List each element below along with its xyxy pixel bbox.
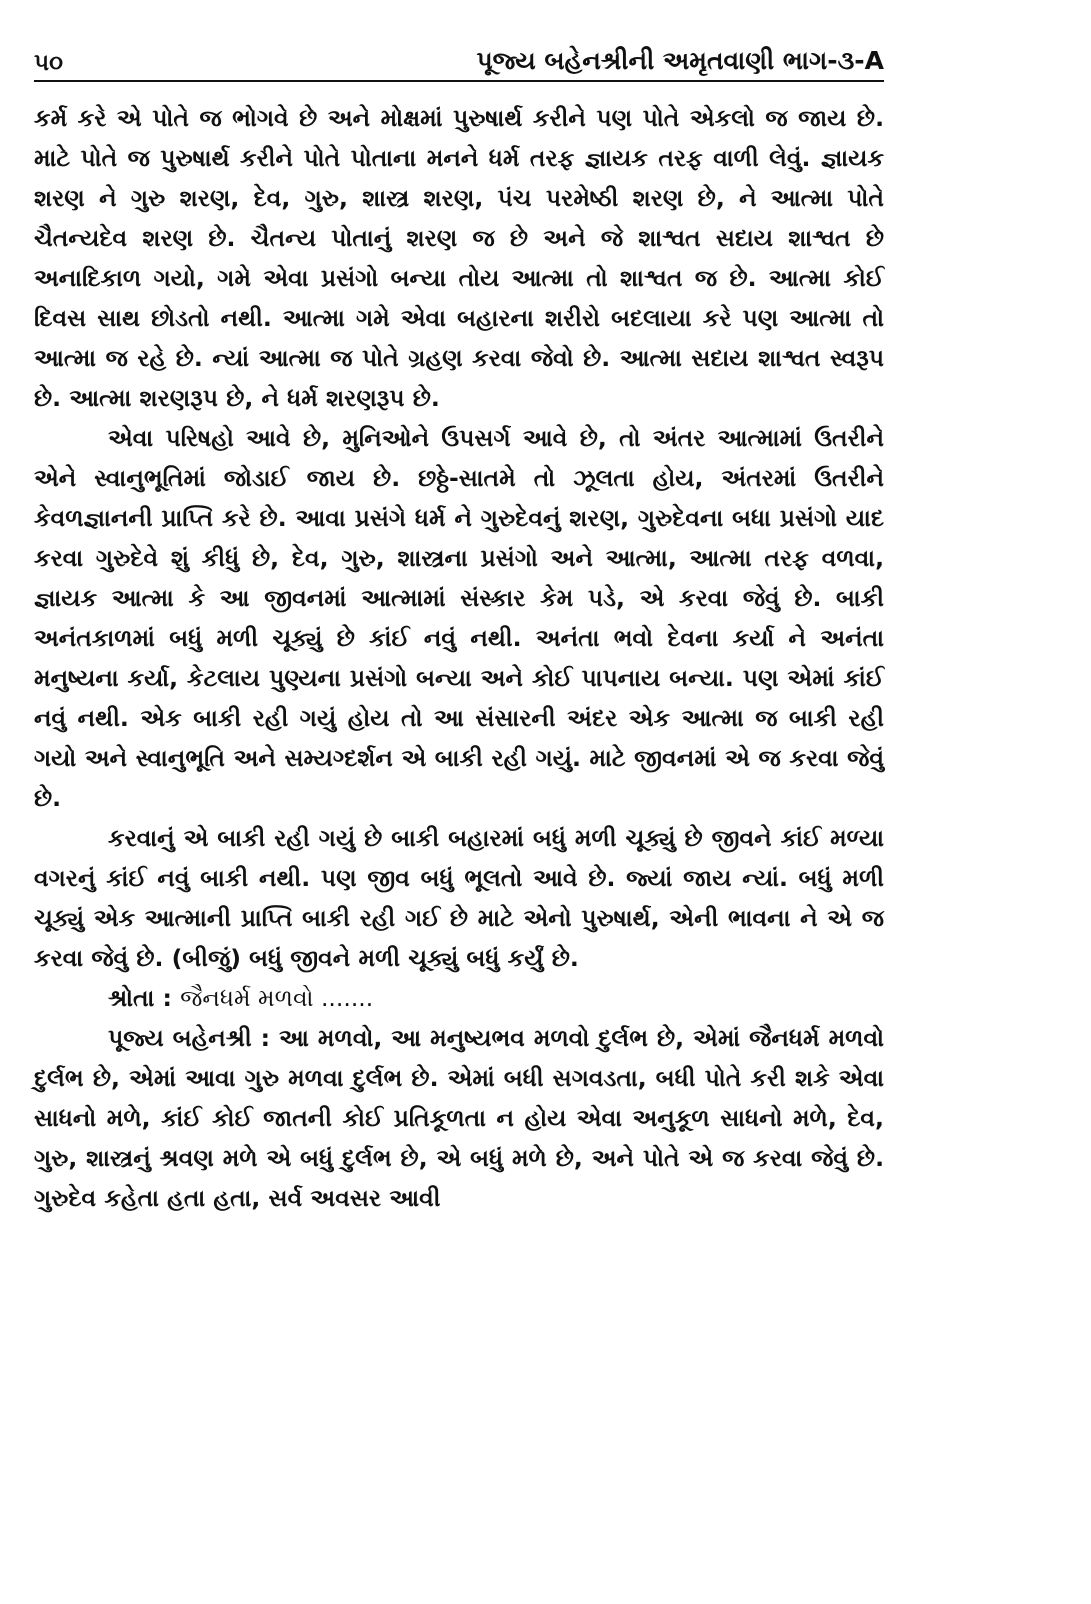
paragraph-3: કરવાનું એ બાકી રહી ગયું છે બાકી બહારમાં બધું મળી ચૂક્યું છે જીવને કાંઈ મળ્યા વગરનું કાંઈ નવું બાકી નથી. પણ જીવ બધું ભૂલતો આવે છે. જ્યાં જાય ન્યાં. બધું મળી ચૂક્યું એક આત્માની પ્રાપ્તિ બાકી રહી ગઈ છે માટે એનો પુરુષાર્થ, એની ભાવના ને એ જ કરવા જેવું છે. (બીજું) બધું જીવને મળી ચૂક્યું બધું કર્યું છે. [34,824,884,972]
answer-speaker: પૂજ્ય બહેનશ્રી : [108,1024,271,1052]
question-paragraph [34,978,884,1018]
answer-paragraph [34,1018,884,1218]
body-text [34,98,884,1218]
page-number: ૫૦ [34,50,63,76]
running-title: પૂજ્ય બહેનશ્રીની અમૃતવાણી ભાગ-૩-A [476,46,884,75]
question-text: જૈનધર્મ મળવો ....... [180,984,374,1012]
question-speaker: શ્રોતા : [108,984,172,1012]
page-header [34,40,884,82]
document-page [34,40,884,1218]
paragraph-2: એવા પરિષહો આવે છે, મુનિઓને ઉપસર્ગ આવે છે, તો અંતર આત્મામાં ઉતરીને એને સ્વાનુભૂતિમાં જોડાઈ જાય છે. છઠ્ઠે-સાતમે તો ઝૂલતા હોય, અંતરમાં ઉતરીને કેવળજ્ઞાનની પ્રાપ્તિ કરે છે. આવા પ્રસંગે ધર્મ ને ગુરુદેવનું શરણ, ગુરુદેવના બધા પ્રસંગો યાદ કરવા ગુરુદેવે શું કીધું છે, દેવ, ગુરુ, શાસ્ત્રના પ્રસંગો અને આત્મા, આત્મા તરફ વળવા, જ્ઞાયક આત્મા કે આ જીવનમાં આત્મામાં સંસ્કાર કેમ પડે, એ કરવા જેવું છે. બાકી અનંતકાળમાં બધું મળી ચૂક્યું છે કાંઈ નવું નથી. અનંતા ભવો દેવના કર્યા ને અનંતા મનુષ્યના કર્યા, કેટલાય પુણ્યના પ્રસંગો બન્યા અને કોઈ પાપનાય બન્યા. પણ એમાં કાંઈ નવું નથી. એક બાકી રહી ગયું હોય તો આ સંસારની અંદર એક આત્મા જ બાકી રહી ગયો અને સ્વાનુભૂતિ અને સમ્યગ્દર્શન એ બાકી રહી ગયું. માટે જીવનમાં એ જ કરવા જેવું છે. [34,424,884,812]
answer-text: આ મળવો, આ મનુષ્યભવ મળવો દુર્લભ છે, એમાં જૈનધર્મ મળવો દુર્લભ છે, એમાં આવા ગુરુ મળવા દુર્લભ છે. એમાં બધી સગવડતા, બધી પોતે કરી શકે એવા સાધનો મળે, કાંઈ કોઈ જાતની કોઈ પ્રતિકૂળતા ન હોય એવા અનુકૂળ સાધનો મળે, દેવ, ગુરુ, શાસ્ત્રનું શ્રવણ મળે એ બધું દુર્લભ છે, એ બધું મળે છે, અને પોતે એ જ કરવા જેવું છે. ગુરુદેવ કહેતા હતા હતા, સર્વ અવસર આવી [34,1024,885,1212]
paragraph-1: કર્મ કરે એ પોતે જ ભોગવે છે અને મોક્ષમાં પુરુષાર્થ કરીને પણ પોતે એકલો જ જાય છે. માટે પોતે જ પુરુષાર્થ કરીને પોતે પોતાના મનને ધર્મ તરફ જ્ઞાયક તરફ વાળી લેવું. જ્ઞાયક શરણ ને ગુરુ શરણ, દેવ, ગુરુ, શાસ્ત્ર શરણ, પંચ પરમેષ્ઠી શરણ છે, ને આત્મા પોતે ચૈતન્યદેવ શરણ છે. ચૈતન્ય પોતાનું શરણ જ છે અને જે શાશ્વત સદાય શાશ્વત છે અનાદિકાળ ગયો, ગમે એવા પ્રસંગો બન્યા તોય આત્મા તો શાશ્વત જ છે. આત્મા કોઈ દિવસ સાથ છોડતો નથી. આત્મા ગમે એવા બહારના શરીરો બદલાયા કરે પણ આત્મા તો આત્મા જ રહે છે. ન્યાં આત્મા જ પોતે ગ્રહણ કરવા જેવો છે. આત્મા સદાય શાશ્વત સ્વરૂપ છે. આત્મા શરણરૂપ છે, ને ધર્મ શરણરૂપ છે. [34,104,884,412]
